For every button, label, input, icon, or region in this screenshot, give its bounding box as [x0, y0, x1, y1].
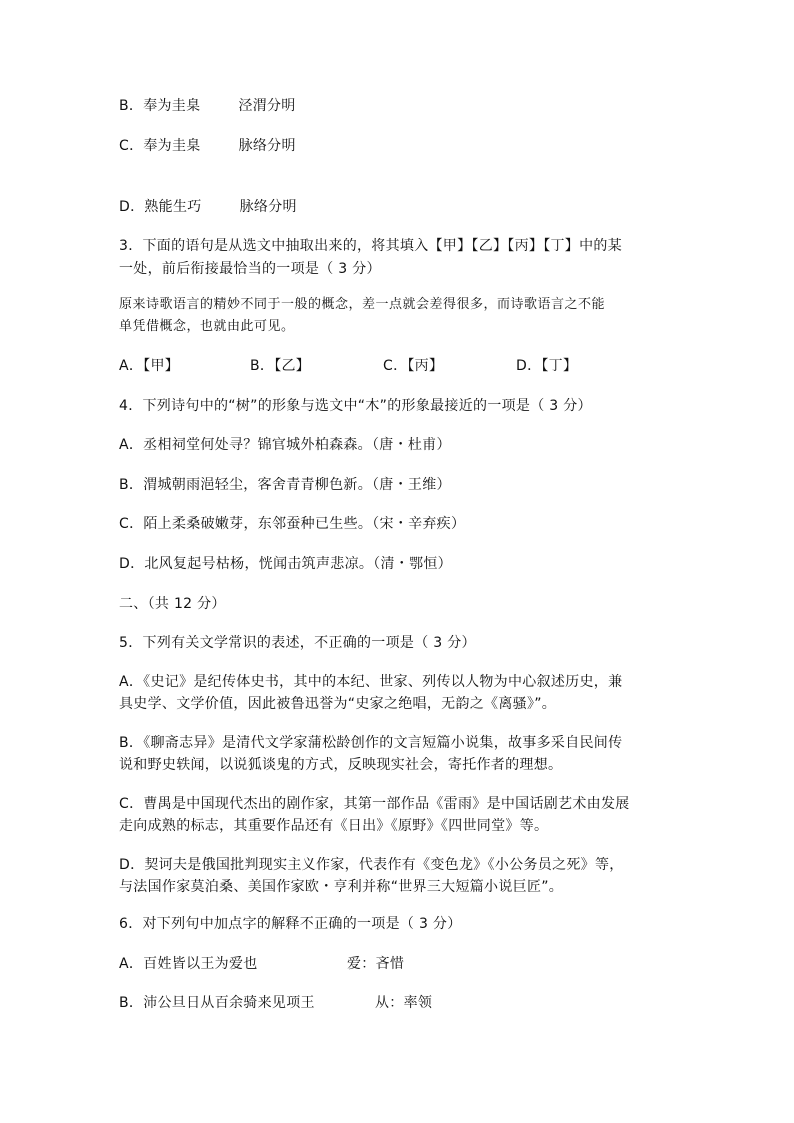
q3-option-a: A．【甲】: [119, 358, 180, 374]
q3-quote-line1: 原来诗歌语言的精妙不同于一般的概念，差一点就会差得很多，而诗歌语言之不能: [119, 297, 606, 312]
q2-option-b-text: B．奉为圭臬: [119, 98, 201, 114]
q4-option-c: C．陌上柔桑破嫩芽，东邻蚕种已生些。（宋・辛弃疾）: [119, 516, 466, 532]
q5-stem: 5．下列有关文学常识的表述，不正确的一项是（ 3 分）: [119, 635, 476, 651]
q2-option-d-word: 脉络分明: [239, 199, 297, 215]
q4-option-a: A．丞相祠堂何处寻？锦官城外柏森森。（唐・杜甫）: [119, 437, 451, 453]
q5-option-c-line2: 走向成熟的标志，其重要作品还有《日出》《原野》《四世同堂》等。: [119, 818, 549, 834]
q2-option-d-text: D．熟能生巧: [119, 199, 202, 215]
q6-option-a: [119, 954, 404, 974]
q2-option-b-word: 泾渭分明: [238, 98, 296, 114]
q2-option-c-word: 脉络分明: [238, 138, 296, 154]
q2-option-b: [119, 96, 296, 116]
q3-option-c: C．【丙】: [383, 358, 444, 374]
q2-option-d: [119, 197, 297, 217]
q4-option-b: B．渭城朝雨浥轻尘，客舍青青柳色新。（唐・王维）: [119, 477, 451, 493]
q3-options: [119, 356, 577, 376]
q3-quote-line2: 单凭借概念，也就由此可见。: [119, 319, 295, 334]
q3-stem-line1: 3．下面的语句是从选文中抽取出来的，将其填入【甲】【乙】【丙】【丁】中的某: [119, 238, 623, 254]
q5-option-d-line1: D．契诃夫是俄国批判现实主义作家，代表作有《变色龙》《小公务员之死》等，: [119, 857, 624, 873]
q5-option-a-line1: A．《史记》是纪传体史书，其中的本纪、世家、列传以人物为中心叙述历史，兼: [119, 674, 623, 690]
q4-option-d: D．北风复起号枯杨，恍闻击筑声悲凉。（清・鄂恒）: [119, 556, 452, 572]
q5-option-c-line1: C．曹禺是中国现代杰出的剧作家，其第一部作品《雷雨》是中国话剧艺术由发展: [119, 796, 630, 812]
q4-stem: 4．下列诗句中的“树”的形象与选文中“木”的形象最接近的一项是（ 3 分）: [119, 398, 592, 414]
q6-option-b-gloss: 从：率领: [375, 995, 433, 1011]
q5-option-d-line2: 与法国作家莫泊桑、美国作家欧・亨利并称“世界三大短篇小说巨匠”。: [119, 879, 564, 895]
q5-option-b-line1: B．《聊斋志异》是清代文学家蒲松龄创作的文言短篇小说集，故事多采自民间传: [119, 735, 623, 751]
q3-option-b: B．【乙】: [250, 358, 311, 374]
q6-option-b-text: B．沛公旦日从百余骑来见项王: [119, 995, 315, 1011]
q6-option-a-text: A．百姓皆以王为爱也: [119, 956, 258, 972]
q2-option-c-text: C．奉为圭臬: [119, 138, 201, 154]
q5-option-b-line2: 说和野史轶闻，以说狐谈鬼的方式，反映现实社会，寄托作者的理想。: [119, 757, 563, 773]
q6-stem: 6．对下列句中加点字的解释不正确的一项是（ 3 分）: [119, 916, 462, 932]
q2-option-c: [119, 136, 296, 156]
q3-stem-line2: 一处，前后衔接最恰当的一项是（ 3 分）: [119, 261, 381, 277]
q6-option-a-gloss: 爱：吝惜: [347, 956, 405, 972]
q3-option-d: D．【丁】: [516, 358, 578, 374]
section-2-heading: 二、（共 12 分）: [119, 596, 226, 612]
q6-option-b: [119, 993, 432, 1013]
q5-option-a-line2: 具史学、文学价值，因此被鲁迅誉为“史家之绝唱，无韵之《离骚》”。: [119, 696, 557, 712]
